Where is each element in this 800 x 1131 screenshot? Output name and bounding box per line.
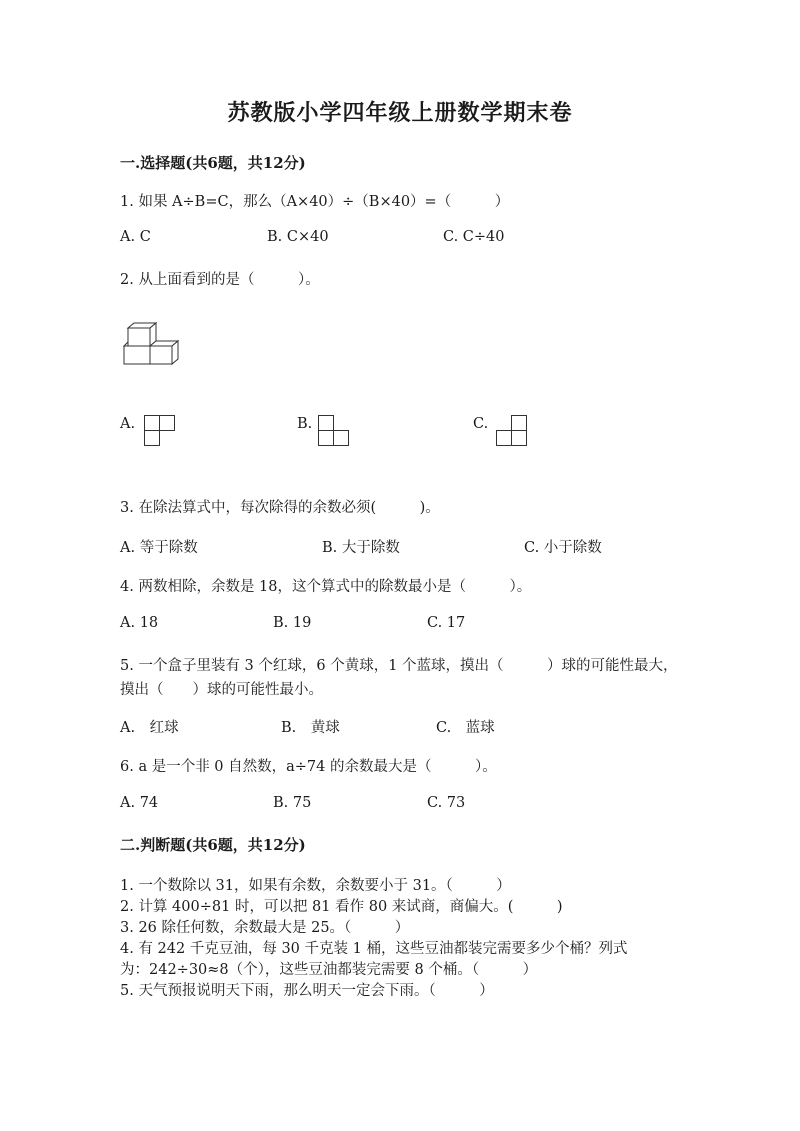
section-heading-choice: 一.选择题(共6题，共12分) — [120, 154, 306, 172]
judgement-3: 3. 26 除任何数，余数最大是 25。（ ） — [120, 920, 410, 936]
question-3: 3. 在除法算式中，每次除得的余数必须( )。 — [120, 500, 440, 516]
q5-option-b: B. 黄球 — [281, 720, 340, 736]
judgement-5: 5. 天气预报说明天下雨，那么明天一定会下雨。（ ） — [120, 983, 494, 999]
square — [144, 430, 160, 446]
square — [318, 415, 334, 431]
q6-option-b: B. 75 — [273, 795, 312, 811]
q3-option-b: B. 大于除数 — [322, 540, 400, 556]
judgement-4-line-2: 为：242÷30≈8（个），这些豆油都装完需要 8 个桶。（ ） — [120, 962, 538, 978]
q2-option-c-figure — [496, 415, 530, 449]
judgement-1: 1. 一个数除以 31，如果有余数，余数要小于 31。（ ） — [120, 878, 511, 894]
q1-option-b: B. C×40 — [267, 229, 329, 245]
q1-option-c: C. C÷40 — [443, 229, 505, 245]
q2-option-a: A. — [120, 416, 136, 432]
square — [511, 415, 527, 431]
section-heading-judgement: 二.判断题(共6题，共12分) — [120, 836, 306, 854]
square — [496, 430, 512, 446]
question-1: 1. 如果 A÷B=C，那么（A×40）÷（B×40）=（ ） — [120, 194, 510, 210]
judgement-4-line-1: 4. 有 242 千克豆油，每 30 千克装 1 桶，这些豆油都装完需要多少个桶？列式 — [120, 941, 628, 957]
page-title: 苏教版小学四年级上册数学期末卷 — [227, 100, 573, 126]
q5-option-a: A. 红球 — [120, 720, 179, 736]
q2-option-c: C. — [473, 416, 489, 432]
q6-option-a: A. 74 — [120, 795, 159, 811]
square — [144, 415, 160, 431]
q3-option-c: C. 小于除数 — [524, 540, 602, 556]
question-4: 4. 两数相除，余数是 18，这个算式中的除数最小是（ ）。 — [120, 579, 532, 595]
question-6: 6. a 是一个非 0 自然数，a÷74 的余数最大是（ ）。 — [120, 759, 497, 775]
q2-option-b: B. — [297, 416, 313, 432]
cube-stack-drawing — [122, 322, 182, 368]
question-5: 5. 一个盒子里装有 3 个红球，6 个黄球，1 个蓝球，摸出（ ）球的可能性最大，摸出（ ）球的可能性最小。 — [120, 658, 678, 698]
q2-option-b-figure — [318, 415, 352, 449]
question-2: 2. 从上面看到的是（ ）。 — [120, 272, 320, 288]
judgement-2: 2. 计算 400÷81 时，可以把 81 看作 80 来试商，商偏大。( ) — [120, 899, 563, 915]
square — [333, 430, 349, 446]
q2-option-a-figure — [144, 415, 178, 449]
square — [159, 415, 175, 431]
q1-option-a: A. C — [120, 229, 151, 245]
q4-option-a: A. 18 — [120, 615, 159, 631]
q4-option-c: C. 17 — [427, 615, 466, 631]
q4-option-b: B. 19 — [273, 615, 312, 631]
q5-option-c: C. 蓝球 — [436, 720, 495, 736]
cube-stack-figure — [122, 322, 182, 368]
q6-option-c: C. 73 — [427, 795, 466, 811]
square — [511, 430, 527, 446]
square — [318, 430, 334, 446]
q3-option-a: A. 等于除数 — [120, 540, 198, 556]
